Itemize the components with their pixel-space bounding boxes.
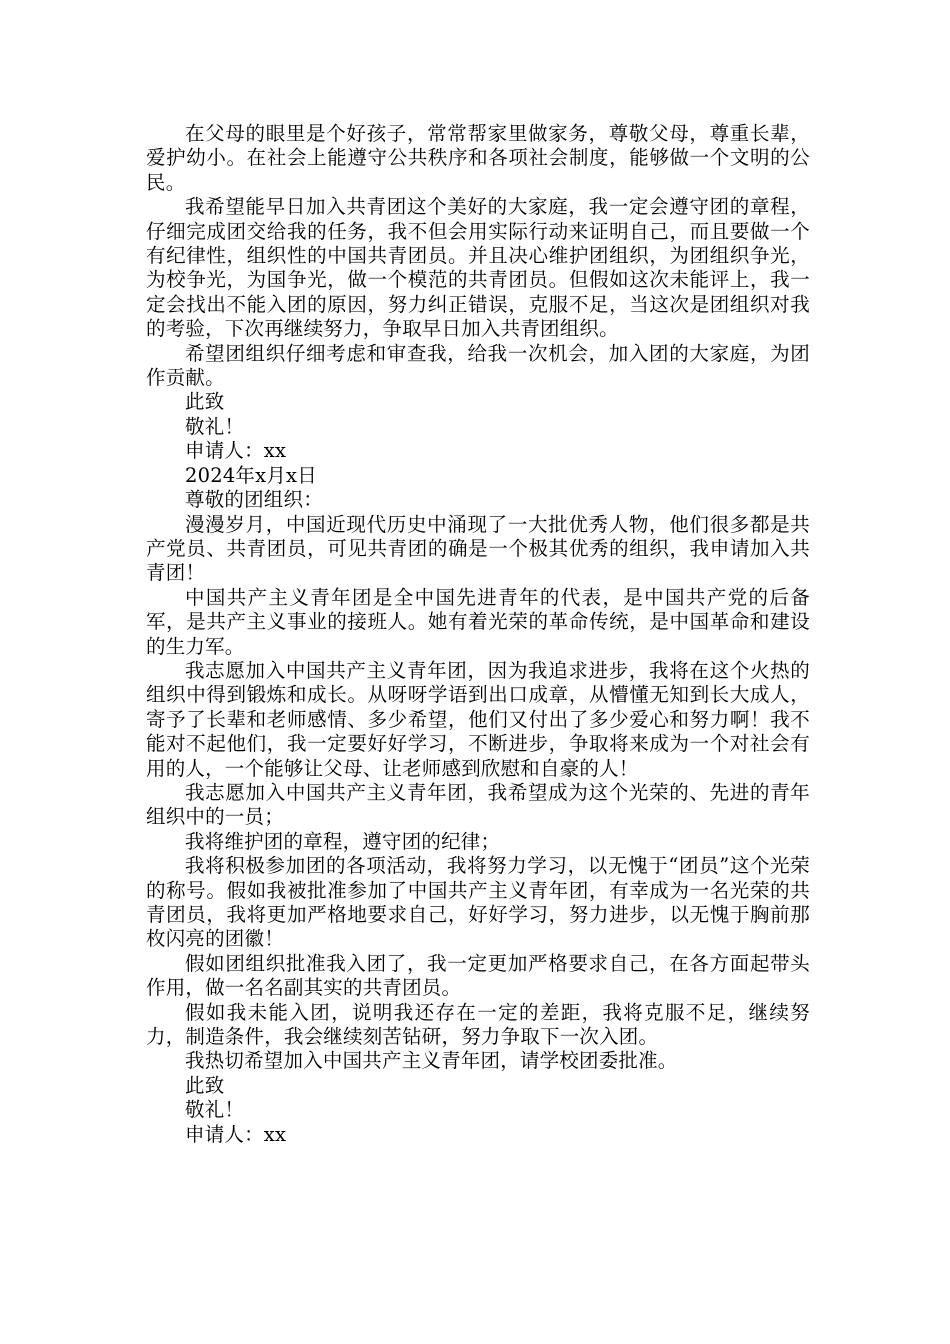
paragraph: 我热切希望加入中国共产主义青年团，请学校团委批准。 — [185, 1049, 678, 1073]
closing-salutation: 此致 — [185, 390, 225, 414]
letter-salutation: 尊敬的团组织： — [185, 488, 323, 512]
closing-greeting: 敬礼！ — [185, 1098, 245, 1122]
closing-salutation: 此致 — [185, 1073, 225, 1097]
paragraph: 我志愿加入中国共产主义青年团，因为我追求进步，我将在这个火热的组织中得到锻炼和成长。从呀呀学语到出口成章，从懵懂无知到长大成人，寄予了长辈和老师感情、多少希望，他们又付出了多少爱心和努力啊！我不能对不起他们，我一定要好好学习，不断进步，争取将来成为一个对社会有用的人，一个能够让父母、让老师感到欣慰和自豪的人！ — [146, 658, 810, 780]
document-body — [146, 122, 810, 1147]
date-line: 2024年x月x日 — [185, 463, 317, 487]
paragraph: 我将维护团的章程，遵守团的纪律； — [185, 829, 501, 853]
paragraph: 我希望能早日加入共青团这个美好的大家庭，我一定会遵守团的章程，仔细完成团交给我的任务，我不但会用实际行动来证明自己，而且要做一个有纪律性，组织性的中国共青团员。并且决心维护团组织，为团组织争光，为校争光，为国争光，做一个模范的共青团员。但假如这次未能评上，我一定会找出不能入团的原因，努力纠正错误，克服不足，当这次是团组织对我的考验，下次再继续努力，争取早日加入共青团组织。 — [146, 195, 810, 341]
paragraph: 希望团组织仔细考虑和审查我，给我一次机会，加入团的大家庭，为团作贡献。 — [146, 341, 810, 390]
paragraph: 假如团组织批准我入团了，我一定更加严格要求自己，在各方面起带头作用，做一名名副其实的共青团员。 — [146, 951, 810, 1000]
applicant-line: 申请人：xx — [185, 439, 287, 463]
paragraph: 漫漫岁月，中国近现代历史中涌现了一大批优秀人物，他们很多都是共产党员、共青团员，可见共青团的确是一个极其优秀的组织，我申请加入共青团！ — [146, 512, 810, 585]
paragraph: 我志愿加入中国共产主义青年团，我希望成为这个光荣的、先进的青年组织中的一员； — [146, 780, 810, 829]
paragraph: 在父母的眼里是个好孩子，常常帮家里做家务，尊敬父母，尊重长辈，爱护幼小。在社会上能遵守公共秩序和各项社会制度，能够做一个文明的公民。 — [146, 122, 810, 194]
paragraph: 我将积极参加团的各项活动，我将努力学习，以无愧于“团员”这个光荣的称号。假如我被批准参加了中国共产主义青年团，有幸成为一名光荣的共青团员，我将更加严格地要求自己，好好学习，努力进步，以无愧于胸前那枚闪亮的团徽！ — [146, 854, 810, 951]
applicant-line: 申请人：xx — [185, 1122, 287, 1146]
paragraph: 假如我未能入团，说明我还存在一定的差距，我将克服不足，继续努力，制造条件，我会继续刻苦钻研，努力争取下一次入团。 — [146, 1000, 810, 1049]
paragraph: 中国共产主义青年团是全中国先进青年的代表，是中国共产党的后备军，是共产主义事业的接班人。她有着光荣的革命传统，是中国革命和建设的生力军。 — [146, 585, 810, 658]
closing-greeting: 敬礼！ — [185, 414, 245, 438]
